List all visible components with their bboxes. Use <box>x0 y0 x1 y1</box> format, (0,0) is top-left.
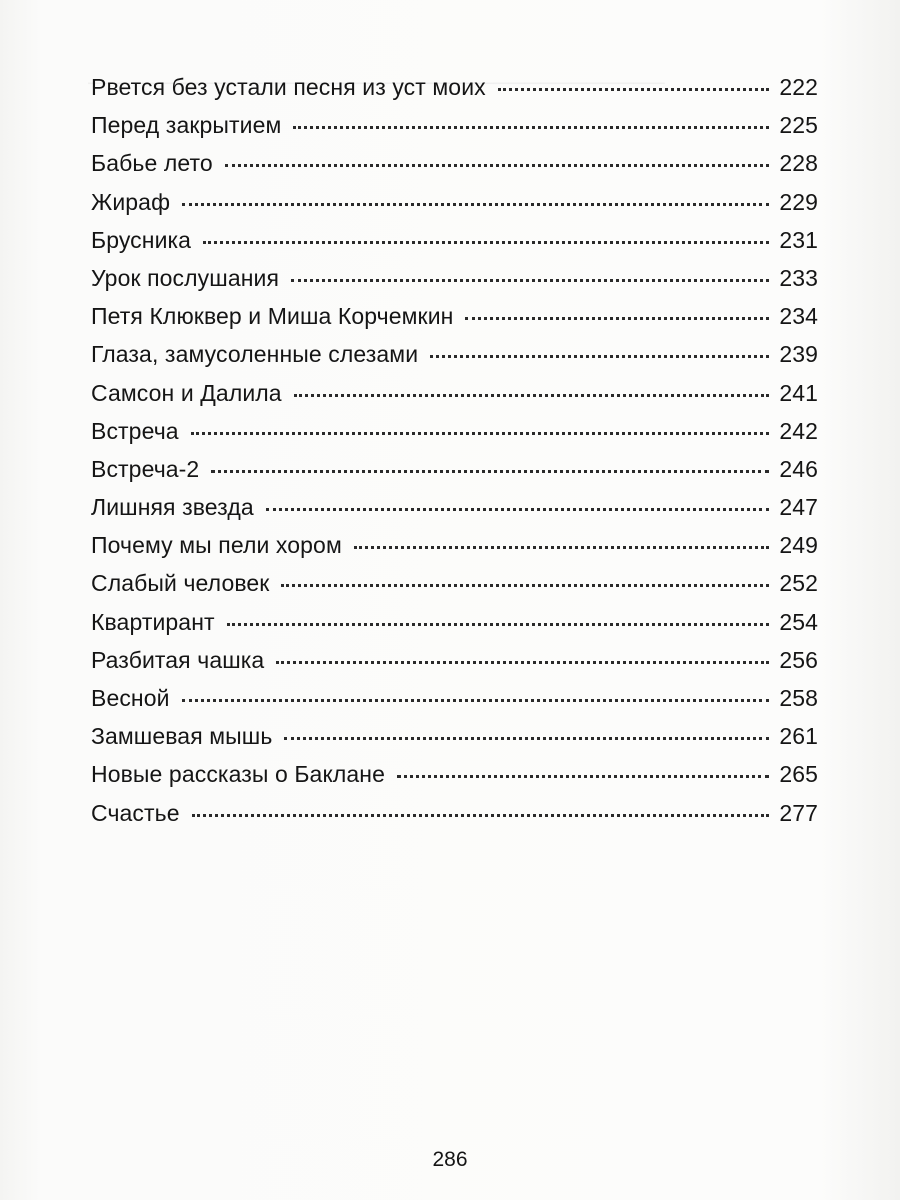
toc-entry <box>91 418 818 456</box>
toc-entry-page: 231 <box>779 226 818 253</box>
page-number: 286 <box>432 1148 468 1171</box>
toc-entry <box>91 685 818 723</box>
toc-entry-title: Брусника <box>91 226 192 253</box>
toc-entry-page: 241 <box>779 379 818 406</box>
toc-entry-page: 258 <box>779 685 818 711</box>
toc-entry-title: Рвется без устали песня из уст моих <box>91 74 486 100</box>
toc-entry <box>91 341 818 379</box>
toc-entry <box>91 227 818 265</box>
toc-entry-page: 246 <box>779 455 818 482</box>
toc-entry-page: 265 <box>779 761 818 788</box>
toc-entry-title: Слабый человек <box>91 570 270 597</box>
toc-dot-leader <box>266 508 770 511</box>
toc-dot-leader <box>397 775 769 778</box>
toc-dot-leader <box>203 241 769 244</box>
toc-entry-title: Самсон и Далила <box>91 379 282 406</box>
toc-entry-page: 261 <box>779 723 818 750</box>
toc-entry-title: Почему мы пели хором <box>91 532 342 559</box>
toc-entry <box>91 570 818 608</box>
toc-dot-leader <box>284 737 769 740</box>
toc-dot-leader <box>191 432 770 435</box>
toc-entry <box>91 647 818 685</box>
toc-entry <box>91 189 818 227</box>
toc-entry <box>91 112 818 150</box>
toc-entry-title: Жираф <box>91 188 171 215</box>
toc-entry-title: Весной <box>91 685 170 711</box>
toc-entry-title: Лишняя звезда <box>91 494 254 521</box>
toc-entry-page: 252 <box>779 570 818 597</box>
toc-entry-page: 254 <box>779 608 818 635</box>
toc-entry-page: 228 <box>779 150 818 177</box>
table-of-contents <box>91 74 818 838</box>
toc-dot-leader <box>227 623 770 626</box>
toc-dot-leader <box>225 164 770 167</box>
toc-entry-page: 233 <box>779 264 818 291</box>
toc-entry <box>91 380 818 418</box>
toc-entry-title: Счастье <box>91 799 180 826</box>
toc-entry <box>91 494 818 532</box>
toc-dot-leader <box>192 814 770 817</box>
toc-entry-title: Бабье лето <box>91 150 213 177</box>
toc-entry <box>91 761 818 799</box>
toc-entry-page: 222 <box>779 74 818 100</box>
toc-dot-leader <box>182 699 770 702</box>
toc-entry <box>91 303 818 341</box>
toc-entry <box>91 532 818 570</box>
toc-entry-page: 277 <box>779 799 818 826</box>
toc-dot-leader <box>430 355 769 358</box>
toc-entry-page: 247 <box>779 494 818 521</box>
toc-entry-title: Новые рассказы о Баклане <box>91 761 385 788</box>
toc-entry <box>91 609 818 647</box>
toc-dot-leader <box>276 661 769 664</box>
toc-entry-title: Перед закрытием <box>91 112 282 139</box>
toc-entry <box>91 74 818 112</box>
toc-entry-title: Урок послушания <box>91 264 280 291</box>
toc-entry-title: Разбитая чашка <box>91 646 265 673</box>
toc-entry <box>91 150 818 188</box>
toc-entry-page: 249 <box>779 532 818 559</box>
toc-entry-title: Замшевая мышь <box>91 723 273 750</box>
toc-entry <box>91 265 818 303</box>
toc-dot-leader <box>293 126 769 129</box>
toc-entry-page: 225 <box>779 112 818 139</box>
toc-entry-title: Глаза, замусоленные слезами <box>91 341 419 368</box>
toc-entry-title: Квартирант <box>91 608 215 635</box>
toc-entry-page: 256 <box>779 646 818 673</box>
toc-dot-leader <box>465 317 769 320</box>
toc-entry <box>91 723 818 761</box>
toc-entry <box>91 800 818 838</box>
toc-entry-page: 234 <box>779 303 818 330</box>
toc-dot-leader <box>498 88 770 91</box>
toc-entry-title: Петя Клюквер и Миша Корчемкин <box>91 303 454 330</box>
toc-dot-leader <box>294 394 770 397</box>
toc-entry <box>91 456 818 494</box>
toc-entry-page: 242 <box>779 417 818 444</box>
toc-entry-title: Встреча <box>91 417 179 444</box>
toc-dot-leader <box>211 470 769 473</box>
toc-dot-leader <box>281 584 769 587</box>
toc-dot-leader <box>354 546 769 549</box>
toc-dot-leader <box>291 279 769 282</box>
toc-entry-page: 239 <box>779 341 818 368</box>
toc-dot-leader <box>182 203 769 206</box>
toc-entry-page: 229 <box>779 188 818 215</box>
toc-entry-title: Встреча-2 <box>91 455 200 482</box>
